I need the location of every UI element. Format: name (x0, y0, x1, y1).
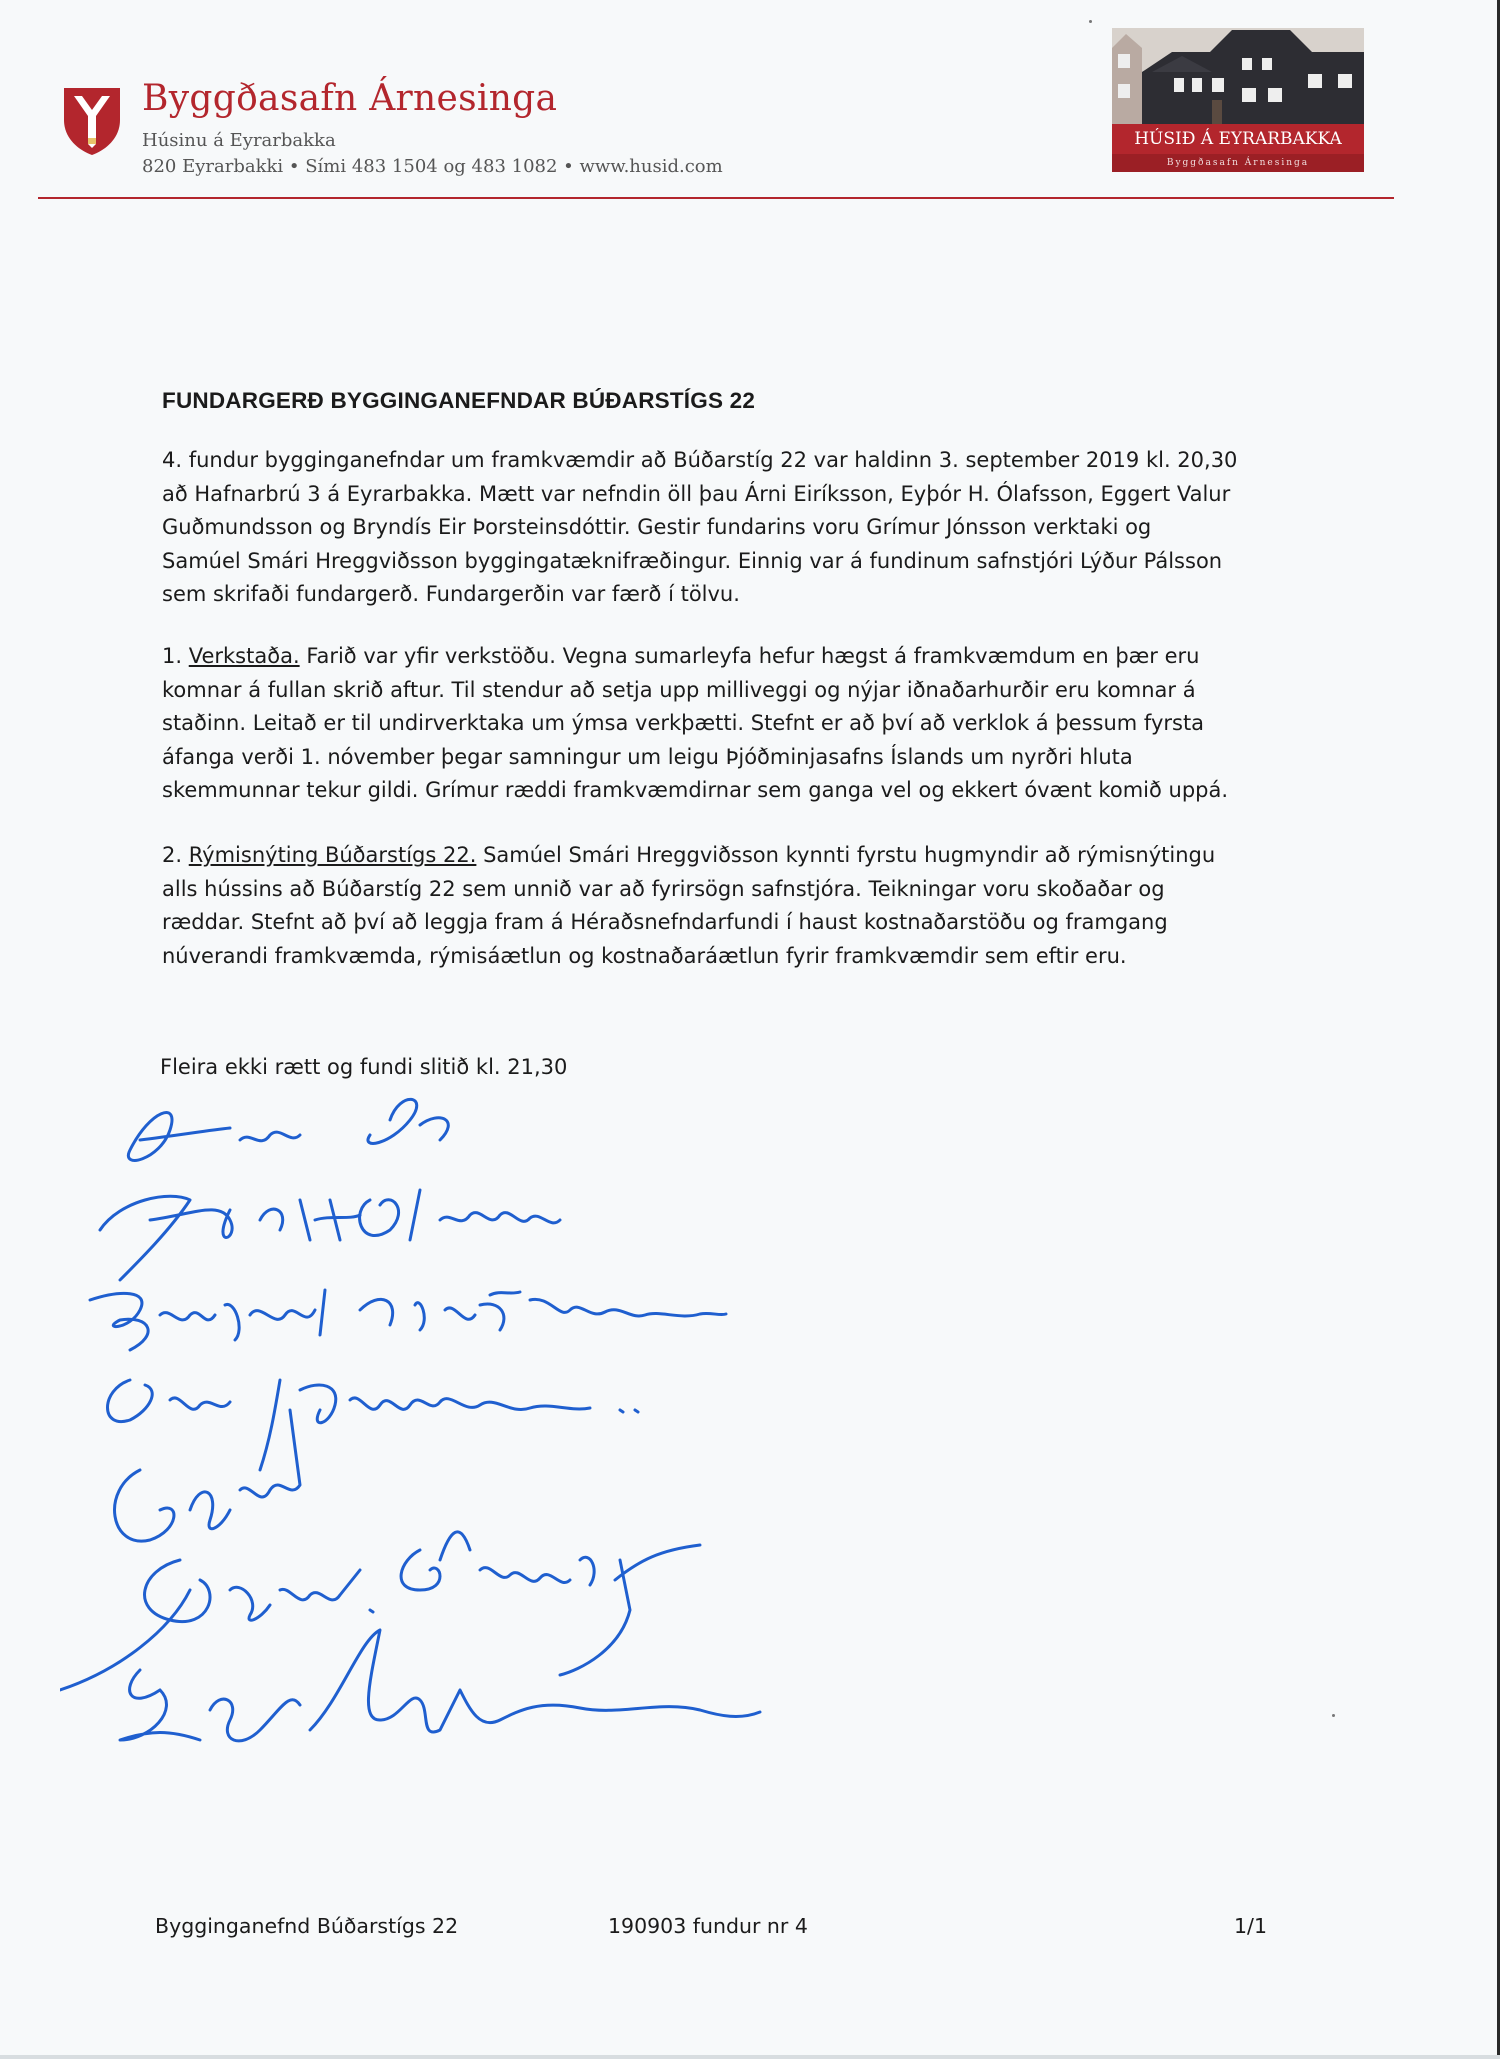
signature-4 (108, 1380, 639, 1470)
address-line-2: 820 Eyrarbakki • Sími 483 1504 og 483 1082 • www.husid.com (142, 156, 723, 177)
header-rule (38, 197, 1394, 199)
logo-caption: HÚSIÐ Á EYRARBAKKA (1112, 124, 1364, 154)
agenda-item-1 (162, 640, 1312, 808)
footer-page-number: 1/1 (1234, 1914, 1267, 1938)
item-line: ræddar. Stefnt að því að leggja fram á Héraðsnefndarfundi í haust kostnaðarstöðu og framgang (162, 910, 1168, 935)
item-text: Farið var yfir verkstöðu. Vegna sumarleyfa hefur hægst á framkvæmdum en þær eru (306, 644, 1200, 668)
signature-3 (90, 1290, 726, 1350)
item-line: núverandi framkvæmda, rýmisáætlun og kostnaðaráætlun fyrir framkvæmdir sem eftir eru. (162, 943, 1127, 968)
item-line: komnar á fullan skrið aftur. Til stendur að setja upp milliveggi og nýjar iðnaðarhurðir eru komnar á (162, 677, 1196, 702)
agenda-item-2-first-line (162, 839, 1312, 873)
signature-2 (100, 1190, 560, 1280)
intro-line: Samúel Smári Hreggviðsson byggingatæknifræðingur. Einnig var á fundinum safnstjóri Lýður Pálsson (162, 548, 1223, 573)
scan-speck (1089, 20, 1092, 23)
house-logo (1112, 28, 1364, 174)
letterhead (62, 78, 742, 188)
agenda-item-2 (162, 839, 1312, 973)
item-line: skemmunnar tekur gildi. Grímur ræddi framkvæmdirnar sem ganga vel og ekkert óvænt komið uppá. (162, 778, 1229, 803)
museum-shield-logo-icon (62, 86, 122, 156)
item-line: áfanga verði 1. nóvember þegar samningur um leigu Þjóðminjasafns Íslands um nyrðri hluta (162, 744, 1133, 769)
intro-line: Guðmundsson og Bryndís Eir Þorsteinsdóttir. Gestir fundarins voru Grímur Jónsson verktaki og (162, 515, 1152, 540)
item-number: 1. (162, 644, 183, 668)
item-heading: Verkstaða. (188, 644, 300, 668)
intro-paragraph (162, 444, 1312, 612)
scan-speck (1332, 1714, 1335, 1717)
intro-line: sem skrifaði fundargerð. Fundargerðin var færð í tölvu. (162, 582, 740, 607)
item-text: Samúel Smári Hreggviðsson kynnti fyrstu hugmyndir að rýmisnýtingu (483, 843, 1216, 867)
org-name: Byggðasafn Árnesinga (142, 78, 558, 119)
page-bottom-edge (0, 2055, 1500, 2059)
signature-6 (60, 1532, 700, 1690)
address-line-1: Húsinu á Eyrarbakka (142, 130, 336, 151)
intro-line: að Hafnarbrú 3 á Eyrarbakka. Mætt var nefndin öll þau Árni Eiríksson, Eyþór H. Ólafsson, Eggert Valur (162, 481, 1231, 506)
handwritten-signatures (60, 1090, 860, 1750)
item-number: 2. (162, 843, 183, 867)
agenda-item-1-first-line (162, 640, 1312, 674)
intro-line: 4. fundur bygginganefndar um framkvæmdir að Búðarstíg 22 var haldinn 3. september 2019 kl. 20,30 (162, 448, 1238, 472)
closing-line: Fleira ekki rætt og fundi slitið kl. 21,30 (160, 1055, 568, 1079)
item-heading: Rýmisnýting Búðarstígs 22. (188, 843, 477, 867)
footer-committee: Bygginganefnd Búðarstígs 22 (155, 1914, 459, 1938)
footer-meeting-ref: 190903 fundur nr 4 (608, 1914, 808, 1938)
item-line: alls hússins að Búðarstíg 22 sem unnið var að fyrirsögn safnstjóra. Teikningar voru skoðaðar og (162, 876, 1165, 901)
signature-1 (128, 1099, 448, 1160)
item-line: staðinn. Leitað er til undirverktaka um ýmsa verkþætti. Stefnt er að því að verklok á þessum fyrsta (162, 711, 1205, 736)
logo-subcaption: Byggðasafn Árnesinga (1112, 154, 1364, 172)
signature-7 (120, 1630, 760, 1741)
document-title: FUNDARGERÐ BYGGINGANEFNDAR BÚÐARSTÍGS 22 (162, 388, 756, 413)
house-illustration-icon (1112, 28, 1364, 124)
